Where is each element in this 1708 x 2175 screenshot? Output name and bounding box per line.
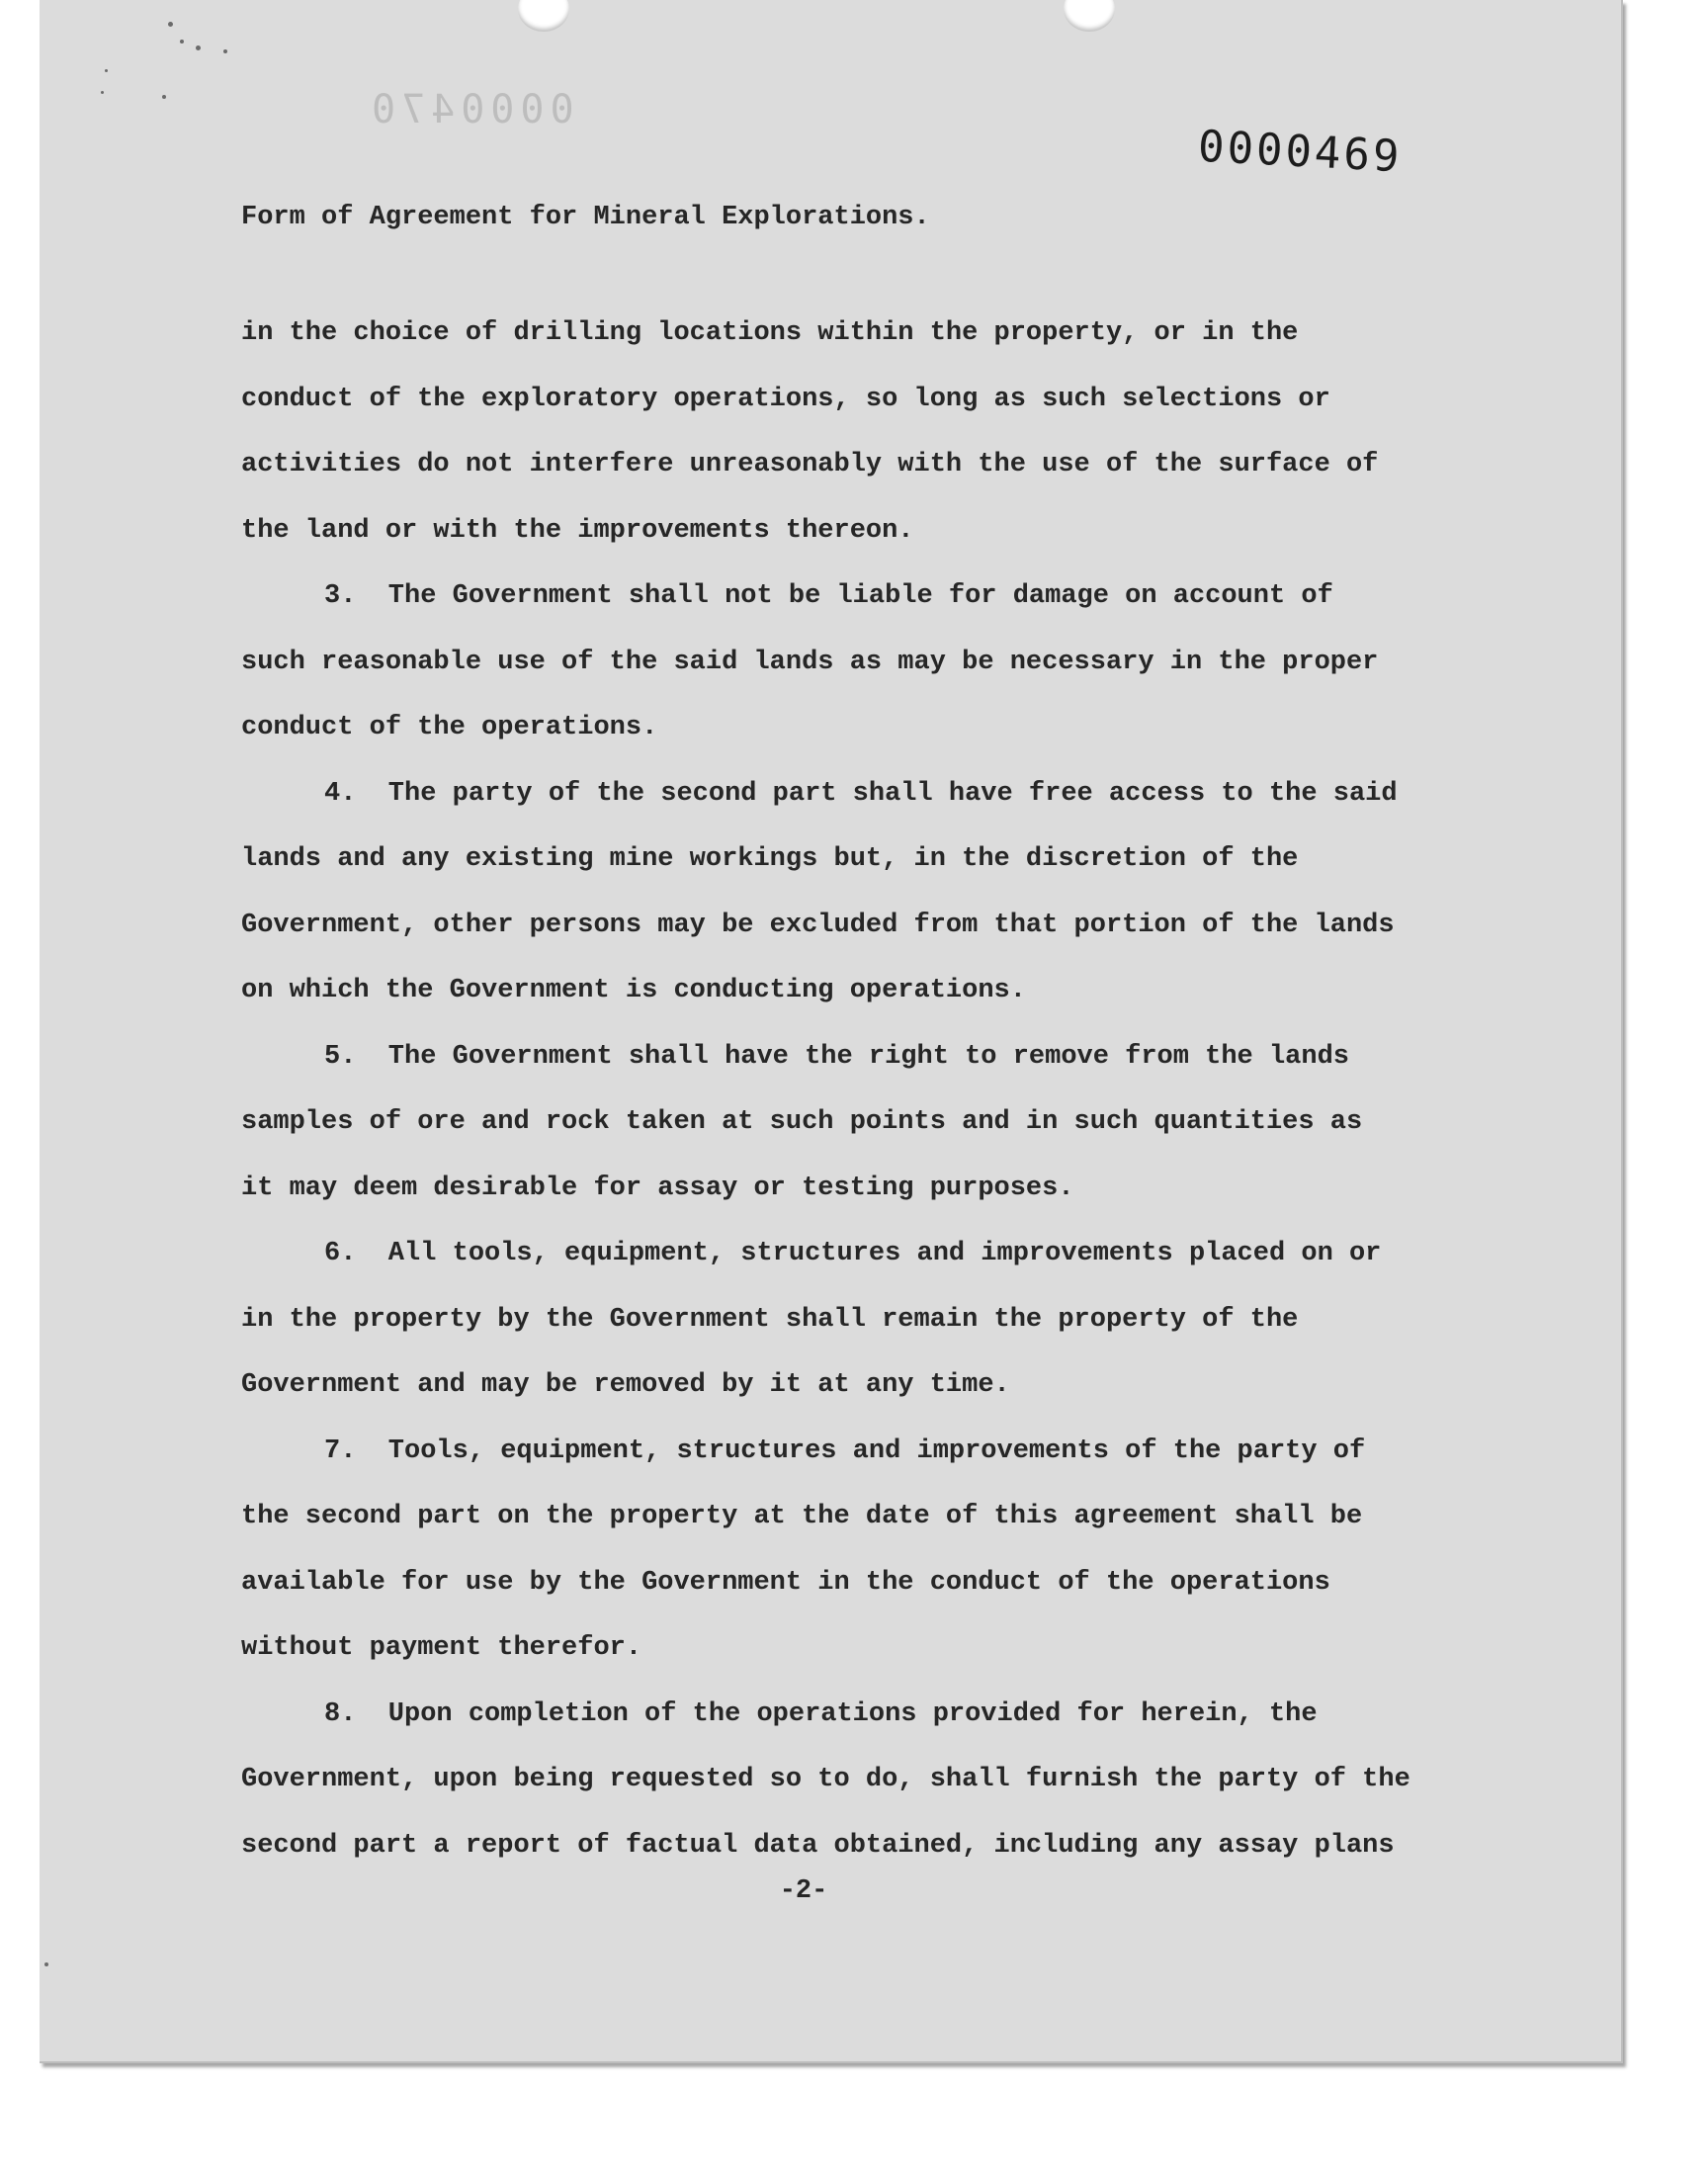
scan-speck [196, 45, 201, 50]
text-line: samples of ore and rock taken at such points and in such quantities as [241, 1107, 1363, 1137]
scan-speck [105, 69, 108, 72]
text-line: Government, other persons may be excluded from that portion of the lands [241, 910, 1395, 940]
numbered-clause-line: 4. The party of the second part shall have free access to the said [324, 778, 1398, 809]
text-line: Government, upon being requested so to do, shall furnish the party of the [241, 1765, 1410, 1794]
text-line: conduct of the exploratory operations, so long as such selections or [241, 384, 1330, 414]
text-line: lands and any existing mine workings but, in the discretion of the [241, 844, 1299, 874]
text-line: such reasonable use of the said lands as may be necessary in the proper [241, 647, 1379, 677]
text-line: in the property by the Government shall remain the property of the [241, 1304, 1299, 1335]
punch-hole-left [518, 0, 569, 32]
text-line: Government and may be removed by it at any time. [241, 1370, 1010, 1400]
document-control-number: 0000469 [1196, 121, 1404, 183]
text-line: without payment therefor. [241, 1633, 642, 1663]
text-line: the second part on the property at the date of this agreement shall be [241, 1502, 1363, 1531]
numbered-clause-line: 3. The Government shall not be liable for damage on account of [324, 581, 1333, 611]
text-line: the land or with the improvements thereon. [241, 515, 914, 546]
scan-speck [162, 95, 166, 99]
text-line: on which the Government is conducting operations. [241, 976, 1026, 1005]
text-line: conduct of the operations. [241, 713, 658, 742]
punch-hole-right [1064, 0, 1115, 32]
numbered-clause-line: 5. The Government shall have the right to remove from the lands [324, 1041, 1349, 1072]
text-line: in the choice of drilling locations within the property, or in the [241, 318, 1299, 348]
agreement-body-text [241, 301, 1457, 1878]
bleed-through-stamp: 0000470 [366, 87, 574, 132]
text-line: available for use by the Government in the conduct of the operations [241, 1567, 1330, 1598]
scan-speck [168, 22, 173, 27]
numbered-clause-line: 6. All tools, equipment, structures and improvements placed on or [324, 1239, 1382, 1268]
running-header: Form of Agreement for Mineral Explorations. [241, 203, 930, 232]
numbered-clause-line: 8. Upon completion of the operations provided for herein, the [324, 1698, 1318, 1729]
scan-speck [223, 49, 227, 53]
text-line: activities do not interfere unreasonably with the use of the surface of [241, 450, 1379, 479]
text-line: second part a report of factual data obtained, including any assay plans [241, 1830, 1395, 1861]
text-line: it may deem desirable for assay or testing purposes. [241, 1173, 1074, 1203]
numbered-clause-line: 7. Tools, equipment, structures and improvements of the party of [324, 1436, 1366, 1466]
scan-speck [44, 1962, 48, 1966]
scan-speck [101, 91, 104, 94]
page-number: -2- [779, 1876, 828, 1906]
scan-speck [180, 40, 184, 44]
